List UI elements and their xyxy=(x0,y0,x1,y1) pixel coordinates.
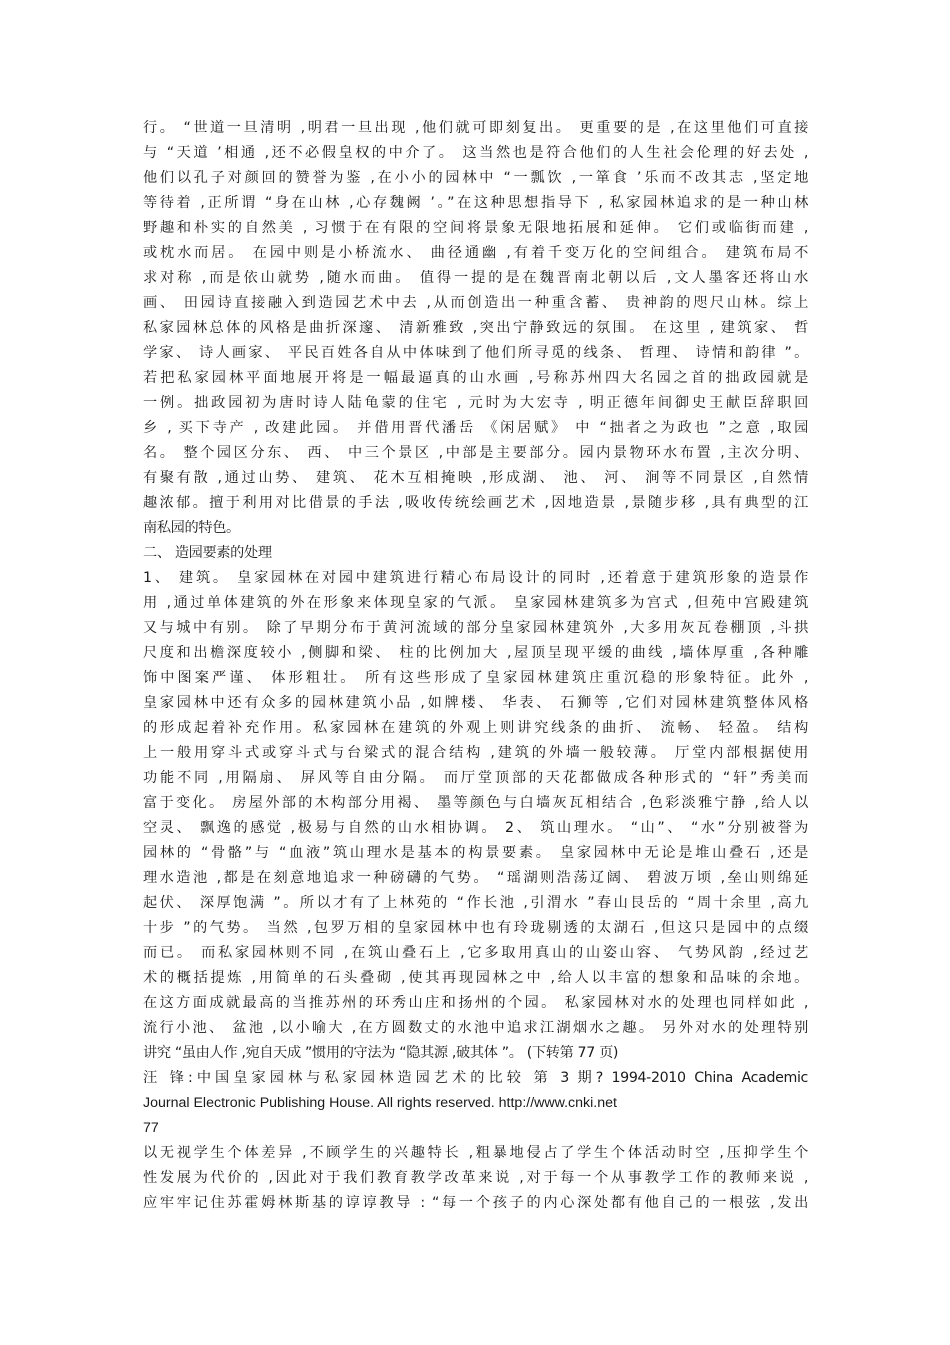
text-line: 讲究 “虽由人作 ,宛自天成 ”惯用的守法为 “隐其源 ,破其体 ”。 (下转第 77 页) xyxy=(143,1045,619,1061)
text-line: 饰中图案严谨、 体形粗壮。 所有这些形成了皇家园林建筑庄重沉稳的形象特征。此外 , xyxy=(143,670,808,686)
text-line: 应牢牢记住苏霍姆林斯基的谆谆教导 : “每一个孩子的内心深处都有他自己的一根弦 ,发出 xyxy=(143,1195,808,1211)
text-line: 与 “天道 ’相通 ,还不必假皇权的中介了。 这当然也是符合他们的人生社会伦理的好去处 , xyxy=(143,145,808,161)
text-line: 乡 , 买下寺产 , 改建此园。 并借用晋代潘岳 《闲居赋》 中 “拙者之为政也 ”之意 ,取园 xyxy=(143,420,808,436)
text-line: 的形成起着补充作用。私家园林在建筑的外观上则讲究线条的曲折、 流畅、 轻盈。 结构 xyxy=(143,720,808,736)
text-line: 上一般用穿斗式或穿斗式与台梁式的混合结构 ,建筑的外墙一般较薄。 厅堂内部根据使用 xyxy=(143,745,808,761)
text-line: 在这方面成就最高的当推苏州的环秀山庄和扬州的个园。 私家园林对水的处理也同样如此 , xyxy=(143,995,808,1011)
text-line: 求对称 ,而是依山就势 ,随水而曲。 值得一提的是在魏晋南北朝以后 ,文人墨客还将山水 xyxy=(143,270,808,286)
text-line: 若把私家园林平面地展开将是一幅最逼真的山水画 ,号称苏州四大名园之首的拙政园就是 xyxy=(143,370,808,386)
text-line: 名。 整个园区分东、 西、 中三个景区 ,中部是主要部分。园内景物环水布置 ,主次分明、 xyxy=(143,445,808,461)
text-line: 1、 建筑。 皇家园林在对园中建筑进行精心布局设计的同时 ,还着意于建筑形象的造景作 xyxy=(143,570,808,586)
text-line: 功能不同 ,用隔扇、 屏风等自由分隔。 而厅堂顶部的天花都做成各种形式的 “轩”秀美而 xyxy=(143,770,808,786)
text-line: 又与城中有别。 除了早期分布于黄河流域的部分皇家园林建筑外 ,大多用灰瓦卷棚顶 ,斗拱 xyxy=(143,620,808,636)
page-number: 77 xyxy=(143,1120,159,1136)
text-line: 园林的 “骨骼”与 “血液”筑山理水是基本的构景要素。 皇家园林中无论是堆山叠石 ,还是 xyxy=(143,845,808,861)
section-heading: 二、 造园要素的处理 xyxy=(143,545,272,561)
text-line: 皇家园林中还有众多的园林建筑小品 ,如牌楼、 华表、 石狮等 ,它们对园林建筑整体风格 xyxy=(143,695,808,711)
running-footer: 汪 锋:中国皇家园林与私家园林造园艺术的比较 第 3 期? 1994-2010 China Academic xyxy=(143,1070,808,1086)
text-line: 趣浓郁。擅于利用对比借景的手法 ,吸收传统绘画艺术 ,因地造景 ,景随步移 ,具有典型的江 xyxy=(143,495,808,511)
copyright-line: Journal Electronic Publishing House. All rights reserved. http://www.cnki.net xyxy=(143,1095,617,1111)
text-line: 野趣和朴实的自然美 , 习惯于在有限的空间将景象无限地拓展和延伸。 它们或临街而建 , xyxy=(143,220,808,236)
text-line: 空灵、 飘逸的感觉 ,极易与自然的山水相协调。 2、 筑山理水。 “山”、 “水”分别被誉为 xyxy=(143,820,808,836)
text-line: 十步 ”的气势。 当然 ,包罗万相的皇家园林中也有玲珑剔透的太湖石 ,但这只是园中的点缀 xyxy=(143,920,808,936)
text-line: 流行小池、 盆池 ,以小喻大 ,在方圆数丈的水池中追求江湖烟水之趣。 另外对水的处理特别 xyxy=(143,1020,808,1036)
text-line: 私家园林总体的风格是曲折深邃、 清新雅致 ,突出宁静致远的氛围。 在这里 , 建筑家、 哲 xyxy=(143,320,808,336)
text-line: 性发展为代价的 ,因此对于我们教育教学改革来说 ,对于每一个从事教学工作的教师来说 , xyxy=(143,1170,808,1186)
text-line: 而已。 而私家园林则不同 ,在筑山叠石上 ,它多取用真山的山姿山容、 气势风韵 ,经过艺 xyxy=(143,945,808,961)
text-line: 等待着 ,正所谓 “身在山林 ,心存魏阙 ’。”在这种思想指导下 , 私家园林追求的是一种山林 xyxy=(143,195,808,211)
text-line: 或枕水而居。 在园中则是小桥流水、 曲径通幽 ,有着千变万化的空间组合。 建筑布局不 xyxy=(143,245,808,261)
text-line: 术的概括提炼 ,用简单的石头叠砌 ,使其再现园林之中 ,给人以丰富的想象和品味的余地。 xyxy=(143,970,808,986)
text-line: 富于变化。 房屋外部的木构部分用褐、 墨等颜色与白墙灰瓦相结合 ,色彩淡雅宁静 ,给人以 xyxy=(143,795,808,811)
text-line: 以无视学生个体差异 ,不顾学生的兴趣特长 ,粗暴地侵占了学生个体活动时空 ,压抑学生个 xyxy=(143,1145,808,1161)
text-line: 一例。拙政园初为唐时诗人陆龟蒙的住宅 , 元时为大宏寺 , 明正德年间御史王献臣辞职回 xyxy=(143,395,808,411)
text-line: 他们以孔子对颜回的赞誉为鉴 ,在小小的园林中 “一瓢饮 ,一箪食 ’乐而不改其志 ,坚定地 xyxy=(143,170,808,186)
text-line: 南私园的特色。 xyxy=(143,520,240,536)
text-line: 行。 “世道一旦清明 ,明君一旦出现 ,他们就可即刻复出。 更重要的是 ,在这里他们可直接 xyxy=(143,120,808,136)
text-line: 学家、 诗人画家、 平民百姓各自从中体味到了他们所寻觅的线条、 哲理、 诗情和韵律 ”。 xyxy=(143,345,808,361)
text-line: 画、 田园诗直接融入到造园艺术中去 ,从而创造出一种重含蓄、 贵神韵的咫尺山林。综上 xyxy=(143,295,808,311)
text-line: 尺度和出檐深度较小 ,侧脚和梁、 柱的比例加大 ,屋顶呈现平缓的曲线 ,墙体厚重 ,各种雕 xyxy=(143,645,808,661)
text-line: 用 ,通过单体建筑的外在形象来体现皇家的气派。 皇家园林建筑多为宫式 ,但苑中宫殿建筑 xyxy=(143,595,808,611)
text-line: 起伏、 深厚饱满 ”。所以才有了上林苑的 “作长池 ,引渭水 ”春山艮岳的 “周十余里 ,高九 xyxy=(143,895,808,911)
text-line: 理水造池 ,都是在刻意地追求一种磅礴的气势。 “瑶湖则浩荡辽阔、 碧波万顷 ,垒山则绵延 xyxy=(143,870,808,886)
text-line: 有聚有散 ,通过山势、 建筑、 花木互相掩映 ,形成湖、 池、 河、 涧等不同景区 ,自然情 xyxy=(143,470,808,486)
